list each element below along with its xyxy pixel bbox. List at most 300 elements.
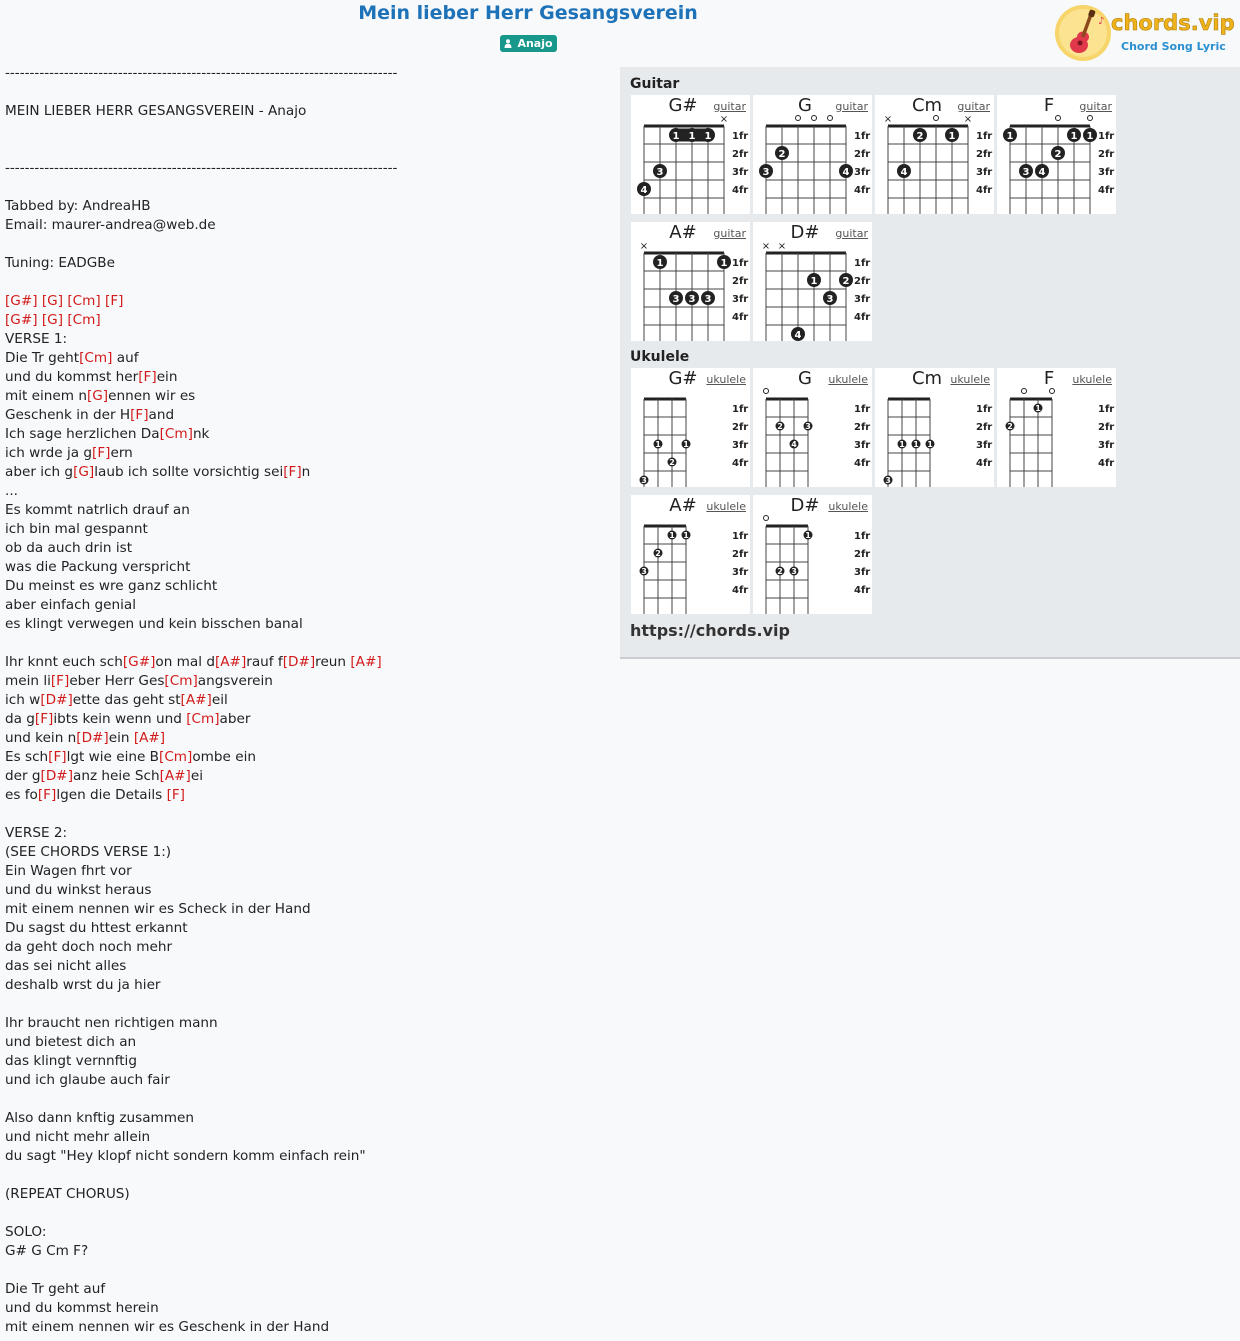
lyric-line: [5, 1014, 605, 1033]
lyric-text: Ihr braucht nen richtigen mann: [5, 1015, 218, 1031]
lyric-line: [5, 406, 605, 425]
lyric-text: ein: [108, 730, 134, 746]
finger-number: 3: [805, 422, 811, 431]
finger-number: 3: [641, 567, 647, 576]
finger-number: 1: [948, 131, 956, 142]
chord-name: G: [798, 368, 812, 389]
fret-number-label: 1fr: [732, 131, 749, 142]
instrument-link[interactable]: guitar: [1079, 100, 1112, 113]
lyric-line: [5, 1052, 605, 1071]
fretboard: [753, 222, 872, 341]
finger-number: 2: [916, 131, 924, 142]
lyric-text: Tabbed by: AndreaHB: [5, 198, 151, 214]
lyric-text: Also dann knftig zusammen: [5, 1110, 195, 1126]
fret-number-label: 2fr: [854, 149, 871, 160]
lyric-text: ich wrde ja g: [5, 445, 93, 461]
lyric-line: [5, 159, 605, 178]
finger-number: 1: [669, 531, 675, 540]
lyric-line: [5, 881, 605, 900]
lyric-line: [5, 615, 605, 634]
lyric-line: [5, 748, 605, 767]
lyric-line: [5, 539, 605, 558]
lyric-text: du sagt "Hey klopf nicht sondern komm einfach rein": [5, 1148, 366, 1164]
fretboard: [631, 222, 750, 341]
fret-number-label: 4fr: [976, 458, 993, 469]
artist-badge[interactable]: [500, 35, 557, 52]
fret-number-label: 1fr: [854, 258, 871, 269]
fret-number-label: 3fr: [976, 440, 993, 451]
fret-number-label: 3fr: [732, 167, 749, 178]
lyric-line: [5, 1299, 605, 1318]
lyric-text: ich bin mal gespannt: [5, 521, 148, 537]
lyric-text: und du winkst heraus: [5, 882, 152, 898]
fret-number-label: 4fr: [1098, 458, 1115, 469]
instrument-link[interactable]: ukulele: [828, 373, 868, 386]
finger-number: 4: [794, 330, 802, 341]
chord-panel: [620, 67, 1240, 659]
instrument-link[interactable]: ukulele: [706, 373, 746, 386]
lyric-line: [5, 900, 605, 919]
finger-number: 3: [885, 476, 891, 485]
finger-number: 3: [704, 294, 712, 305]
chord-link[interactable]: [F]: [138, 369, 157, 385]
instrument-link[interactable]: ukulele: [950, 373, 990, 386]
lyric-text: lgen die Details: [56, 787, 167, 803]
finger-number: 2: [1054, 149, 1062, 160]
fretboard: [753, 495, 872, 614]
lyric-line: [5, 938, 605, 957]
muted-string-mark: ×: [777, 241, 787, 252]
chord-link[interactable]: [D#]: [40, 768, 73, 784]
chord-link[interactable]: [Cm]: [159, 749, 193, 765]
muted-string-mark: ×: [883, 114, 893, 125]
muted-string-mark: ×: [963, 114, 973, 125]
lyric-line: [5, 1071, 605, 1090]
instrument-link[interactable]: guitar: [713, 100, 746, 113]
lyric-text: das klingt vernnftig: [5, 1053, 137, 1069]
lyric-line: [5, 197, 605, 216]
open-string-mark: [1088, 116, 1093, 121]
guitar-chord-diagram[interactable]: [631, 95, 750, 214]
lyric-text: --------------------------------------------------------------------------------: [5, 160, 398, 176]
fret-number-label: 3fr: [1098, 440, 1115, 451]
finger-number: 1: [704, 131, 712, 142]
logo-brand-text: chords.vip: [1111, 11, 1235, 35]
lyric-line: [5, 102, 605, 121]
fret-number-label: 1fr: [854, 404, 871, 415]
lyric-line: [5, 235, 605, 254]
fret-number-label: 4fr: [854, 312, 871, 323]
open-string-mark: [934, 116, 939, 121]
chord-name: G: [798, 95, 812, 116]
fret-number-label: 3fr: [732, 567, 749, 578]
guitar-chord-diagram[interactable]: [753, 222, 872, 341]
ukulele-chord-diagram[interactable]: [753, 495, 872, 614]
finger-number: 4: [842, 167, 850, 178]
lyric-line: [5, 311, 605, 330]
lyric-line: [5, 463, 605, 482]
lyric-text: aber: [219, 711, 251, 727]
fret-number-label: 4fr: [854, 458, 871, 469]
fret-number-label: 3fr: [732, 294, 749, 305]
chord-link[interactable]: [G]: [86, 388, 109, 404]
fret-number-label: 4fr: [732, 312, 749, 323]
open-string-mark: [1022, 389, 1027, 394]
lyric-line: [5, 1033, 605, 1052]
finger-number: 1: [810, 276, 818, 287]
lyric-line: [5, 558, 605, 577]
instrument-link[interactable]: ukulele: [706, 500, 746, 513]
fretboard: [631, 95, 750, 214]
lyric-text: und du kommst her: [5, 369, 139, 385]
lyric-line: [5, 1109, 605, 1128]
chord-link[interactable]: [Cm]: [186, 711, 220, 727]
lyric-line: [5, 292, 605, 311]
finger-number: 2: [777, 567, 783, 576]
lyric-text: ein: [156, 369, 178, 385]
logo-tagline-text: Chord Song Lyric: [1121, 40, 1226, 53]
fret-number-label: 2fr: [732, 149, 749, 160]
finger-number: 1: [656, 258, 664, 269]
fret-number-label: 3fr: [1098, 167, 1115, 178]
lyric-line: [5, 1128, 605, 1147]
lyric-line: [5, 83, 605, 102]
finger-number: 1: [655, 440, 661, 449]
lyric-line: [5, 653, 605, 672]
chord-name: D#: [790, 495, 820, 516]
finger-number: 2: [778, 149, 786, 160]
lyric-text: Email: maurer-andrea@web.de: [5, 217, 216, 233]
ukulele-chord-diagram[interactable]: [875, 368, 994, 487]
fret-number-label: 1fr: [732, 531, 749, 542]
fret-number-label: 1fr: [1098, 131, 1115, 142]
lyric-line: [5, 710, 605, 729]
fret-number-label: 2fr: [976, 422, 993, 433]
chord-name: F: [1043, 368, 1055, 389]
lyric-text: es klingt verwegen und kein bisschen banal: [5, 616, 303, 632]
fret-number-label: 1fr: [976, 404, 993, 415]
instrument-link[interactable]: ukulele: [1072, 373, 1112, 386]
lyric-line: [5, 805, 605, 824]
chord-link[interactable]: [A#]: [159, 768, 191, 784]
chord-link[interactable]: [Cm]: [79, 350, 113, 366]
lyric-line: [5, 729, 605, 748]
lyric-line: [5, 1280, 605, 1299]
finger-number: 2: [669, 458, 675, 467]
chord-link[interactable]: [F]: [130, 407, 149, 423]
chord-link[interactable]: [Cm]: [164, 673, 198, 689]
fret-number-label: 4fr: [732, 185, 749, 196]
fret-number-label: 4fr: [732, 458, 749, 469]
lyric-text: rauf f: [246, 654, 283, 670]
chord-link[interactable]: [Cm]: [67, 293, 101, 309]
lyric-line: [5, 1204, 605, 1223]
lyric-line: [5, 140, 605, 159]
chord-link[interactable]: [F]: [50, 673, 70, 689]
fret-number-label: 2fr: [854, 549, 871, 560]
finger-number: 1: [688, 131, 696, 142]
finger-number: 1: [1070, 131, 1078, 142]
finger-number: 4: [900, 167, 908, 178]
lyric-line: [5, 1223, 605, 1242]
fret-number-label: 2fr: [1098, 422, 1115, 433]
lyric-text: das sei nicht alles: [5, 958, 127, 974]
lyric-line: [5, 577, 605, 596]
lyric-line: [5, 330, 605, 349]
instrument-link[interactable]: guitar: [713, 227, 746, 240]
open-string-mark: [764, 389, 769, 394]
chord-name: F: [1043, 95, 1055, 116]
chord-name: A#: [669, 495, 697, 516]
lyric-line: [5, 596, 605, 615]
lyric-line: [5, 216, 605, 235]
instrument-link[interactable]: guitar: [957, 100, 990, 113]
finger-number: 1: [805, 531, 811, 540]
chord-link[interactable]: [F]: [37, 787, 57, 803]
finger-number: 3: [656, 167, 664, 178]
lyric-text: laub ich sollte vorsichtig sei: [94, 464, 284, 480]
instrument-link[interactable]: guitar: [835, 227, 868, 240]
ukulele-chord-diagram[interactable]: [753, 368, 872, 487]
fret-number-label: 1fr: [854, 531, 871, 542]
song-title[interactable]: Mein lieber Herr Gesangsverein: [358, 2, 698, 24]
lyric-text: MEIN LIEBER HERR GESANGSVEREIN - Anajo: [5, 103, 307, 119]
finger-number: 3: [672, 294, 680, 305]
finger-number: 3: [688, 294, 696, 305]
lyric-line: [5, 520, 605, 539]
lyric-line: [5, 634, 605, 653]
chord-link[interactable]: [F]: [166, 787, 185, 803]
chord-link[interactable]: [F]: [48, 749, 67, 765]
chord-link[interactable]: [F]: [283, 464, 302, 480]
chord-link[interactable]: [G#]: [122, 654, 156, 670]
finger-number: 2: [655, 549, 661, 558]
finger-number: 1: [720, 258, 728, 269]
fretboard: [875, 368, 994, 487]
chord-name: A#: [669, 222, 697, 243]
lyric-text: da g: [5, 711, 35, 727]
ukulele-section-label: Ukulele: [630, 349, 690, 365]
lyric-line: [5, 1185, 605, 1204]
lyric-text: und ich glaube auch fair: [5, 1072, 170, 1088]
finger-number: 1: [927, 440, 933, 449]
fretboard: [875, 95, 994, 214]
lyric-text: mit einem n: [5, 388, 87, 404]
lyric-text: es fo: [5, 787, 38, 803]
lyric-line: [5, 1242, 605, 1261]
lyric-text: mit einem nennen wir es Scheck in der Hand: [5, 901, 311, 917]
lyric-text: reun: [315, 654, 351, 670]
lyric-text: anz heie Sch: [73, 768, 160, 784]
lyric-line: [5, 919, 605, 938]
chord-link[interactable]: [A#]: [180, 692, 212, 708]
fret-number-label: 3fr: [854, 294, 871, 305]
lyric-line: [5, 254, 605, 273]
fret-number-label: 2fr: [854, 276, 871, 287]
lyric-text: da geht doch noch mehr: [5, 939, 173, 955]
lyric-line: [5, 691, 605, 710]
lyric-text: ombe ein: [192, 749, 256, 765]
guitar-chord-diagram[interactable]: [631, 222, 750, 341]
finger-number: 3: [762, 167, 770, 178]
instrument-link[interactable]: guitar: [835, 100, 868, 113]
lyric-text: (SEE CHORDS VERSE 1:): [5, 844, 172, 860]
lyric-text: und du kommst herein: [5, 1300, 159, 1316]
guitar-chord-diagram[interactable]: [997, 95, 1116, 214]
muted-string-mark: ×: [639, 241, 649, 252]
ukulele-chord-diagram[interactable]: [997, 368, 1116, 487]
site-url-link[interactable]: https://chords.vip: [630, 621, 790, 640]
lyric-text: ette das geht st: [72, 692, 181, 708]
open-string-mark: [796, 116, 801, 121]
lyric-line: [5, 349, 605, 368]
lyric-line: [5, 672, 605, 691]
lyric-text: n: [301, 464, 311, 480]
chord-link[interactable]: [D#]: [40, 692, 73, 708]
fret-number-label: 4fr: [854, 185, 871, 196]
lyric-text: was die Packung verspricht: [5, 559, 191, 575]
finger-number: 2: [842, 276, 850, 287]
fret-number-label: 1fr: [732, 404, 749, 415]
fret-number-label: 2fr: [732, 422, 749, 433]
finger-number: 1: [1035, 404, 1041, 413]
finger-number: 4: [640, 185, 648, 196]
lyric-text: ennen wir es: [108, 388, 196, 404]
lyric-line: [5, 1166, 605, 1185]
chord-name: G#: [668, 368, 698, 389]
fret-number-label: 2fr: [854, 422, 871, 433]
chord-link[interactable]: [G]: [73, 464, 95, 480]
lyric-text: G# G Cm F?: [5, 1243, 89, 1259]
chord-name: G#: [668, 95, 698, 116]
chord-link[interactable]: [A#]: [214, 654, 247, 670]
person-icon: [504, 39, 512, 48]
open-string-mark: [812, 116, 817, 121]
lyric-text: and: [148, 407, 175, 423]
lyric-text: Ein Wagen fhrt vor: [5, 863, 132, 879]
chord-link[interactable]: [F]: [105, 293, 124, 309]
lyric-line: [5, 482, 605, 501]
fret-number-label: 3fr: [854, 167, 871, 178]
lyric-text: Ihr knnt euch sch: [5, 654, 123, 670]
lyric-line: [5, 425, 605, 444]
lyric-line: [5, 995, 605, 1014]
finger-number: 1: [1006, 131, 1014, 142]
finger-number: 2: [1007, 422, 1013, 431]
artist-name: Anajo: [517, 37, 553, 50]
fret-number-label: 3fr: [854, 440, 871, 451]
fretboard: [997, 95, 1116, 214]
lyric-line: [5, 957, 605, 976]
chord-link[interactable]: [G]: [41, 312, 64, 328]
chord-link[interactable]: [A#]: [350, 654, 382, 670]
lyric-text: Es kommt natrlich drauf an: [5, 502, 190, 518]
lyric-line: [5, 1090, 605, 1109]
lyric-line: [5, 273, 605, 292]
guitar-chord-diagram[interactable]: [875, 95, 994, 214]
fretboard: [753, 368, 872, 487]
lyric-text: deshalb wrst du ja hier: [5, 977, 161, 993]
fretboard: [631, 368, 750, 487]
lyric-text: ich w: [5, 692, 41, 708]
finger-number: 3: [1022, 167, 1030, 178]
ukulele-chord-diagram[interactable]: [631, 495, 750, 614]
lyric-text: angsverein: [197, 673, 273, 689]
lyric-text: und bietest dich an: [5, 1034, 137, 1050]
lyric-text: VERSE 1:: [5, 331, 68, 347]
finger-number: 1: [683, 531, 689, 540]
lyric-line: [5, 843, 605, 862]
finger-number: 3: [826, 294, 834, 305]
lyrics-block: [5, 64, 605, 1337]
lyric-line: [5, 64, 605, 83]
chord-link[interactable]: [G]: [41, 293, 64, 309]
lyric-line: [5, 387, 605, 406]
guitar-chord-diagram[interactable]: [753, 95, 872, 214]
finger-number: 4: [791, 440, 797, 449]
lyric-text: mein li: [5, 673, 51, 689]
finger-number: 1: [672, 131, 680, 142]
chord-link[interactable]: [Cm]: [67, 312, 101, 328]
lyric-line: [5, 368, 605, 387]
lyric-text: der g: [5, 768, 41, 784]
lyric-text: Du meinst es wre ganz schlicht: [5, 578, 218, 594]
guitar-section-label: Guitar: [630, 76, 680, 92]
lyric-text: (REPEAT CHORUS): [5, 1186, 130, 1202]
chord-link[interactable]: [F]: [34, 711, 54, 727]
lyric-text: Es sch: [5, 749, 49, 765]
fret-number-label: 2fr: [732, 549, 749, 560]
chord-link[interactable]: [D#]: [282, 654, 316, 670]
finger-number: 1: [683, 440, 689, 449]
chord-link[interactable]: [Cm]: [159, 426, 193, 442]
site-logo[interactable]: [1054, 4, 1236, 62]
lyric-line: [5, 786, 605, 805]
fret-number-label: 3fr: [732, 440, 749, 451]
fret-number-label: 2fr: [1098, 149, 1115, 160]
lyric-line: [5, 1318, 605, 1337]
lyric-line: [5, 862, 605, 881]
chord-link[interactable]: [A#]: [133, 730, 166, 746]
finger-number: 3: [791, 567, 797, 576]
lyric-line: [5, 178, 605, 197]
fret-number-label: 4fr: [1098, 185, 1115, 196]
fret-number-label: 4fr: [732, 585, 749, 596]
lyric-text: Geschenk in der H: [5, 407, 131, 423]
lyric-line: [5, 767, 605, 786]
lyric-text: Die Tr geht: [5, 350, 80, 366]
lyric-text: ei: [190, 768, 203, 784]
lyric-text: eber Herr Ges: [69, 673, 165, 689]
fretboard: [997, 368, 1116, 487]
lyric-text: auf: [112, 350, 139, 366]
chord-link[interactable]: [G#]: [5, 293, 38, 309]
fretboard: [631, 495, 750, 614]
lyric-text: SOLO:: [5, 1224, 47, 1240]
ukulele-chord-diagram[interactable]: [631, 368, 750, 487]
chord-link[interactable]: [F]: [92, 445, 111, 461]
lyric-text: Ich sage herzlichen Da: [5, 426, 160, 442]
lyric-text: ob da auch drin ist: [5, 540, 133, 556]
chord-link[interactable]: [G#]: [5, 312, 38, 328]
svg-text:♪: ♪: [1098, 16, 1105, 27]
muted-string-mark: ×: [719, 114, 729, 125]
chord-name: D#: [790, 222, 820, 243]
open-string-mark: [1050, 389, 1055, 394]
finger-number: 4: [1038, 167, 1046, 178]
chord-link[interactable]: [D#]: [76, 730, 109, 746]
instrument-link[interactable]: ukulele: [828, 500, 868, 513]
